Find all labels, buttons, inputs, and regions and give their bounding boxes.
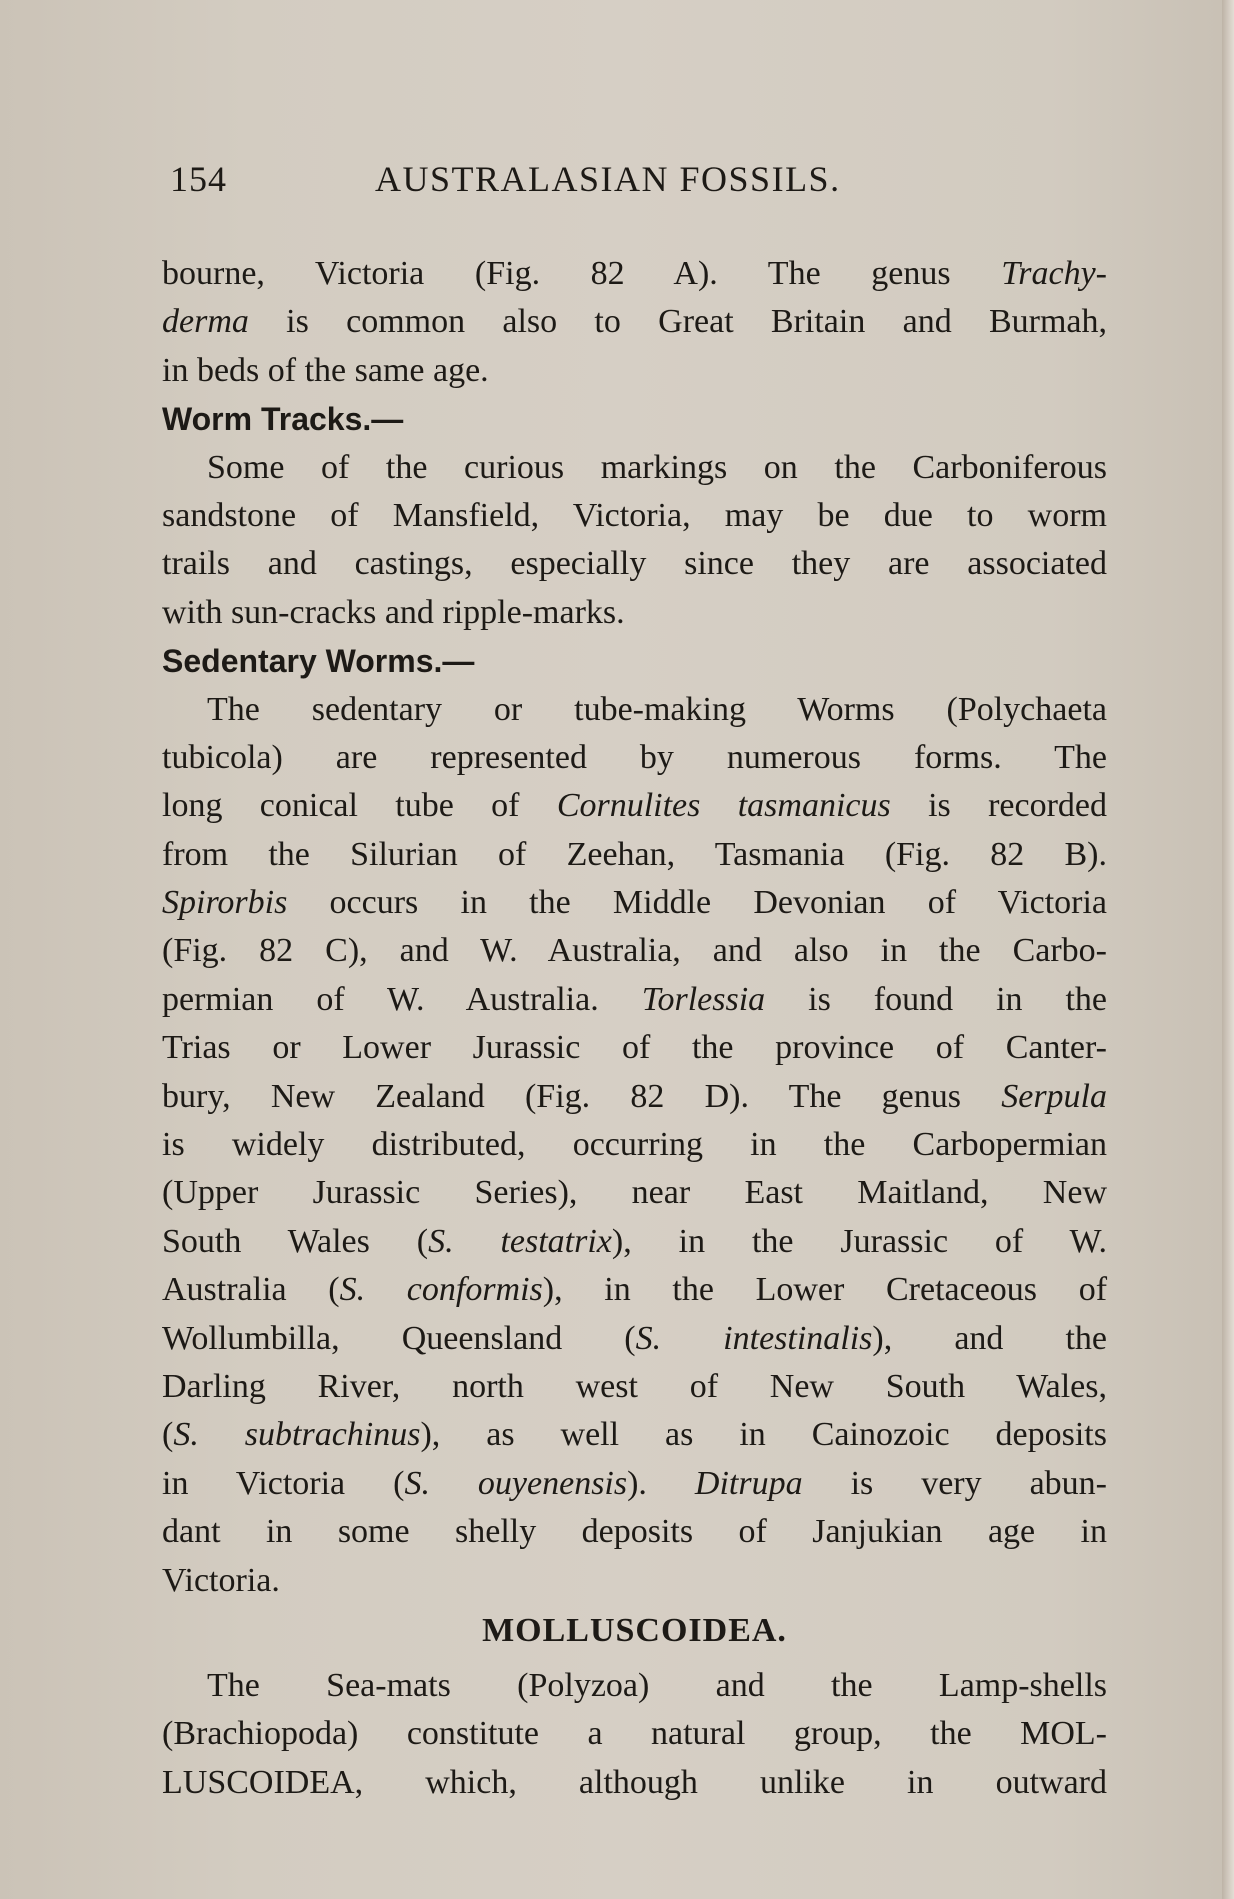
heading-sedentary-worms: Sedentary Worms.— [162,643,475,680]
text-line: long conical tube of Cornulites tasmanicus is recorded [162,787,1107,825]
text-line: permian of W. Australia. Torlessia is found in the [162,980,1108,1018]
running-header [170,158,1110,206]
text-line: bourne, Victoria (Fig. 82 A). The genus Trachy- [162,255,1108,292]
text-line: Spirorbis occurs in the Middle Devonian of Victoria [162,884,1107,922]
text-line: Victoria. [162,1561,280,1599]
page-edge [1222,0,1234,1899]
text-line: Australia (S. conformis), in the Lower Cretaceous of [162,1271,1108,1309]
text-line: in Victoria (S. ouyenensis). Ditrupa is very abun- [162,1464,1107,1502]
page-number: 154 [170,159,227,199]
text-line: bury, New Zealand (Fig. 82 D). The genus Serpula [162,1077,1108,1115]
text-line: derma is common also to Great Britain and Burmah, [162,303,1108,341]
text-line: trails and castings, especially since they are associated [162,545,1107,583]
text-line: sandstone of Mansfield, Victoria, may be due to worm [162,496,1107,534]
text-line: (Fig. 82 C), and W. Australia, and also in the Carbo- [162,932,1107,970]
text-line: (Upper Jurassic Series), near East Maitland, New [162,1174,1107,1212]
text-line: Some of the curious markings on the Carboniferous [207,448,1107,486]
text-line: LUSCOIDEA, which, although unlike in outward [162,1763,1107,1801]
text-line: with sun-cracks and ripple-marks. [162,593,625,631]
text-line: Darling River, north west of New South Wales, [162,1367,1107,1405]
text-line: South Wales (S. testatrix), in the Jurassic of W. [162,1222,1107,1260]
running-title: AUSTRALASIAN FOSSILS. [375,159,841,199]
section-title-molluscoidea: MOLLUSCOIDEA. [482,1611,787,1649]
text-line: (S. subtrachinus), as well as in Cainozoic deposits [162,1416,1107,1454]
text-line: The Sea-mats (Polyzoa) and the Lamp-shells [207,1666,1107,1704]
text-line: The sedentary or tube-making Worms (Polychaeta [207,690,1107,728]
body-text [162,250,1107,1807]
text-line: is widely distributed, occurring in the Carbopermian [162,1126,1107,1164]
heading-worm-tracks: Worm Tracks.— [162,401,404,438]
text-line: from the Silurian of Zeehan, Tasmania (Fig. 82 B). [162,835,1107,873]
text-line: in beds of the same age. [162,351,489,389]
text-line: Wollumbilla, Queensland (S. intestinalis), and the [162,1319,1108,1357]
text-line: tubicola) are represented by numerous forms. The [162,738,1107,776]
text-line: Trias or Lower Jurassic of the province of Canter- [162,1029,1107,1067]
text-line: dant in some shelly deposits of Janjukian age in [162,1513,1107,1551]
text-line: (Brachiopoda) constitute a natural group, the MOL- [162,1715,1107,1753]
